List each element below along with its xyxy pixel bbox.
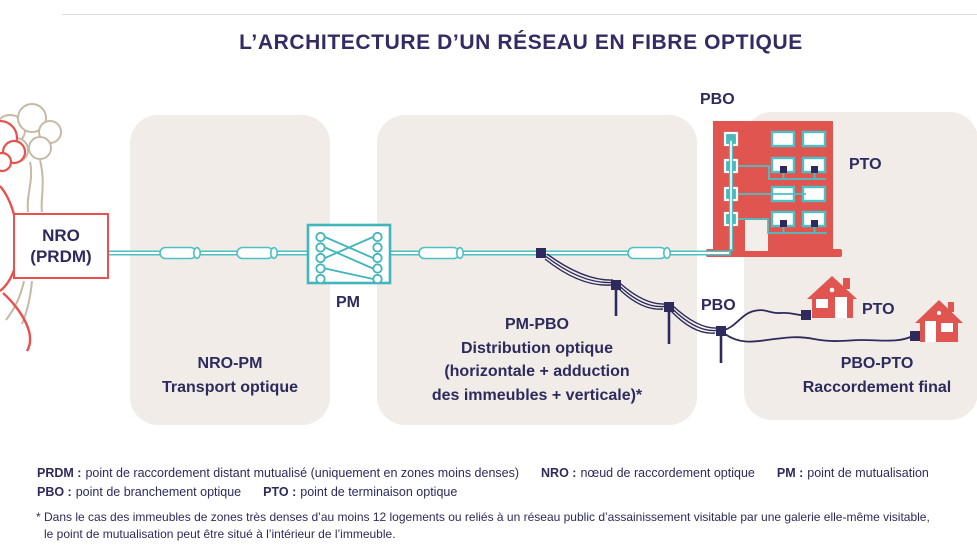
zone-raccordement-subtitle: Raccordement final [802, 378, 952, 396]
footnote-line-1: * Dans le cas des immeubles de zones très denses d’au moins 12 logements ou reliés à un réseau public d’assainissement visitable par une galerie elle-même visitable, [36, 510, 930, 524]
page-title: L’ARCHITECTURE D’UN RÉSEAU EN FIBRE OPTIQUE [239, 31, 803, 54]
pole-attach-point [664, 302, 674, 312]
pbo-aerial-label: PBO [701, 297, 736, 314]
pole-attach-point [716, 326, 726, 336]
pto-connector [801, 310, 811, 320]
zone-transport-title: NRO-PM [197, 355, 263, 372]
pbo-building-label: PBO [700, 91, 735, 108]
splice-icon [160, 248, 200, 259]
zone-transport-caption [130, 352, 330, 399]
legend-item [541, 464, 755, 483]
legend-definition: nœud de raccordement optique [580, 466, 755, 480]
legend-item [777, 464, 929, 483]
legend-row [37, 483, 929, 502]
pm-cross-connect-icon [308, 225, 390, 283]
legend-term: PRDM : [37, 466, 82, 480]
legend-term: PM : [776, 466, 804, 480]
splice-icon [419, 248, 463, 259]
legend-term: NRO : [541, 466, 577, 480]
legend-definition: point de branchement optique [75, 485, 242, 499]
nro-label: NRO [42, 226, 80, 245]
splice-icon [628, 248, 670, 259]
zone-raccordement-title: PBO-PTO [840, 355, 914, 372]
legend-item [37, 464, 519, 483]
legend [37, 464, 929, 502]
pto-building-label: PTO [849, 156, 882, 173]
pm-label: PM [336, 294, 360, 311]
zone-raccordement-caption [760, 352, 977, 399]
splice-icon [237, 248, 277, 259]
zone-transport-subtitle: Transport optique [162, 378, 298, 396]
building-icon [706, 121, 842, 257]
zone-distribution-title: PM-PBO [505, 316, 569, 333]
pole-attach-point [611, 280, 621, 290]
legend-definition: point de raccordement distant mutualisé (uniquement en zones moins denses) [85, 466, 520, 480]
building-door [745, 220, 768, 251]
footnote [36, 509, 930, 542]
zone-distribution-line: (horizontale + adduction [444, 363, 630, 380]
footnote-line-2: le point de mutualisation peut être situé à l’intérieur de l’immeuble. [44, 526, 396, 541]
legend-item [37, 483, 241, 502]
zone-distribution-caption [377, 313, 697, 407]
legend-term: PBO : [37, 485, 72, 499]
zone-distribution-line: des immeubles + verticale)* [431, 386, 643, 404]
legend-term: PTO : [263, 485, 297, 499]
pto-house-label: PTO [862, 301, 895, 318]
pto-connector [910, 331, 920, 341]
prdm-label: (PRDM) [30, 247, 92, 266]
zone-distribution-line: Distribution optique [461, 339, 613, 357]
legend-item [263, 483, 457, 502]
nro-node-box [13, 213, 109, 279]
legend-definition: point de terminaison optique [300, 485, 458, 499]
aerial-drop-point [536, 248, 546, 258]
legend-row [37, 464, 929, 483]
legend-definition: point de mutualisation [807, 466, 929, 480]
